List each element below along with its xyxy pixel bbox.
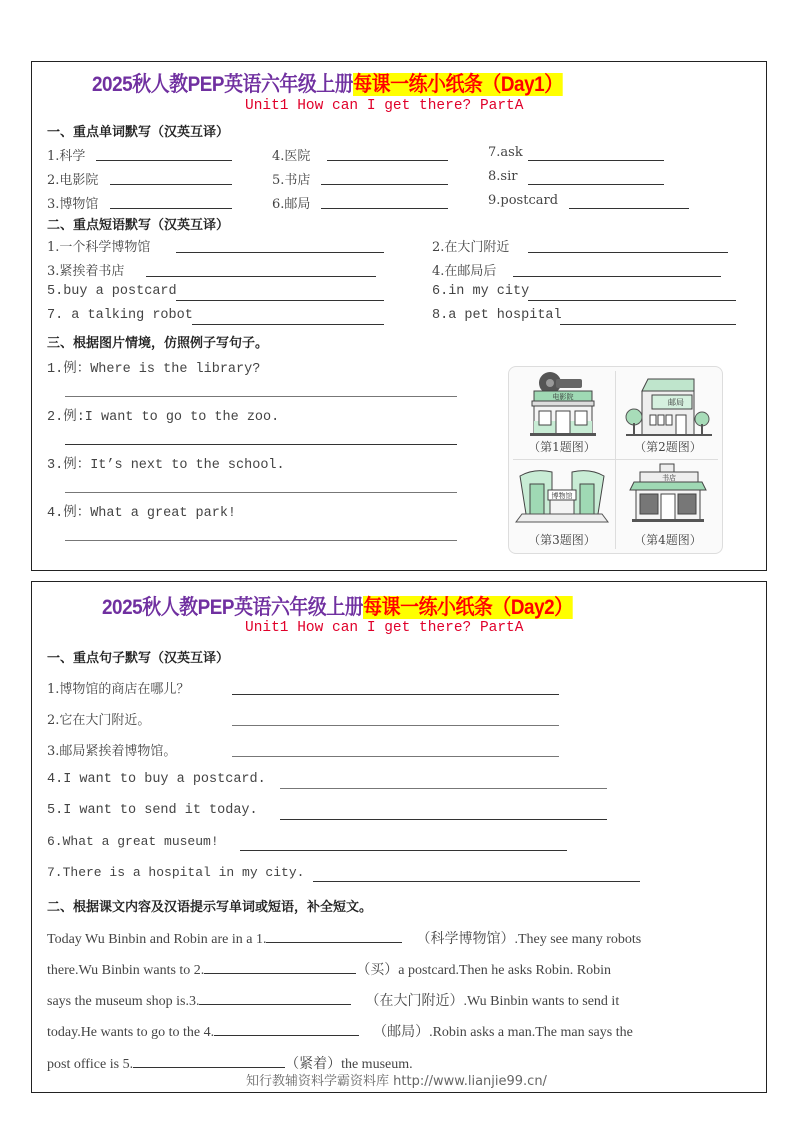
picture-bookstore [618, 462, 718, 550]
answer-line[interactable] [65, 396, 457, 397]
grid-divider [615, 371, 616, 549]
section-heading: 一、重点单词默写（汉英互译） [47, 125, 230, 140]
picture-cinema [512, 369, 612, 457]
sentence-item: 2.它在大门附近。 [47, 713, 151, 728]
museum-icon [512, 462, 612, 526]
answer-line[interactable] [321, 208, 448, 209]
blank-5[interactable] [133, 1055, 285, 1068]
cloze-text: Today Wu Binbin and Robin are in a 1. [47, 932, 267, 947]
picture-post-office [618, 369, 718, 457]
sentence-item: 3.邮局紧挨着博物馆。 [47, 744, 177, 759]
answer-line[interactable] [110, 208, 232, 209]
cloze-text: （买）a postcard.Then he asks Robin. Robin [356, 963, 611, 978]
answer-line[interactable] [528, 252, 728, 253]
section-heading: 二、重点短语默写（汉英互译） [47, 218, 230, 233]
worksheet-day1 [31, 61, 767, 571]
word-item: 9.postcard [488, 193, 559, 208]
answer-line[interactable] [232, 756, 559, 757]
worksheet-title [92, 68, 563, 98]
answer-line[interactable] [146, 276, 376, 277]
phrase-item: 2.在大门附近 [432, 240, 510, 255]
worksheet-day2 [31, 581, 767, 1093]
sentence-item: 7.There is a hospital in my city. [47, 865, 305, 880]
phrase-item: 4.在邮局后 [432, 264, 497, 279]
answer-line[interactable] [96, 160, 232, 161]
section-heading: 一、重点句子默写（汉英互译） [47, 651, 230, 666]
sentence-item: 1.博物馆的商店在哪儿？ [47, 682, 190, 697]
title-highlight: 每课一练小纸条（Day1） [353, 73, 563, 96]
cloze-text: （科学博物馆）.They see many robots [416, 932, 642, 947]
word-item: 3.博物馆 [47, 197, 99, 212]
example-item: 1.例：Where is the library? [47, 362, 261, 377]
cloze-line [47, 990, 619, 1010]
answer-line[interactable] [569, 208, 689, 209]
answer-line[interactable] [65, 540, 457, 541]
blank-2[interactable] [204, 961, 356, 974]
picture-caption: （第3题图） [528, 533, 596, 547]
word-item: 4.医院 [272, 149, 311, 164]
post-office-sign: 邮局 [668, 398, 684, 407]
word-item: 8.sir [488, 169, 518, 184]
cloze-line [47, 1021, 633, 1041]
phrase-item: 1.一个科学博物馆 [47, 240, 151, 255]
answer-line[interactable] [192, 324, 384, 325]
bookstore-sign: 书店 [662, 474, 676, 482]
title-highlight: 每课一练小纸条（Day2） [363, 596, 573, 619]
answer-line[interactable] [232, 725, 559, 726]
answer-line[interactable] [528, 160, 664, 161]
title-main: 2025秋人教PEP英语六年级上册 [92, 73, 354, 96]
phrase-item: 5.buy a postcard [47, 284, 177, 299]
answer-line[interactable] [65, 492, 457, 493]
answer-line[interactable] [110, 184, 232, 185]
sentence-item: 4.I want to buy a postcard. [47, 772, 266, 787]
cloze-text: post office is 5. [47, 1057, 134, 1072]
answer-line[interactable] [313, 881, 640, 882]
cloze-text: there.Wu Binbin wants to 2. [47, 963, 205, 978]
cloze-text: （邮局）.Robin asks a man.The man says the [373, 1025, 633, 1040]
grid-divider [513, 459, 718, 460]
answer-line[interactable] [65, 444, 457, 445]
picture-museum [512, 462, 612, 550]
example-item: 4.例：What a great park! [47, 506, 237, 521]
cloze-text: （在大门附近）.Wu Binbin wants to send it [365, 994, 620, 1009]
word-item: 2.电影院 [47, 173, 99, 188]
blank-3[interactable] [199, 992, 351, 1005]
answer-line[interactable] [240, 850, 567, 851]
example-item: 3.例：It’s next to the school. [47, 458, 285, 473]
answer-line[interactable] [280, 788, 607, 789]
picture-caption: （第2题图） [634, 440, 702, 454]
cloze-line [47, 928, 641, 948]
answer-line[interactable] [528, 300, 736, 301]
worksheet-title [102, 591, 573, 621]
cloze-text: today.He wants to go to the 4. [47, 1025, 215, 1040]
cinema-icon [512, 369, 612, 437]
section-heading: 二、根据课文内容及汉语提示写单词或短语，补全短文。 [47, 900, 373, 915]
word-item: 5.书店 [272, 173, 311, 188]
phrase-item: 6.in my city [432, 284, 530, 299]
picture-grid [508, 366, 723, 554]
picture-caption: （第1题图） [528, 440, 596, 454]
phrase-item: 7. a talking robot [47, 308, 193, 323]
picture-caption: （第4题图） [634, 533, 702, 547]
answer-line[interactable] [280, 819, 607, 820]
cloze-line [47, 959, 611, 979]
blank-4[interactable] [214, 1023, 359, 1036]
phrase-item: 3.紧挨着书店 [47, 264, 125, 279]
footer-watermark: 知行教辅资料学霸资料库 http://www.lianjie99.cn/ [246, 1074, 547, 1089]
bookstore-icon [618, 462, 718, 526]
answer-line[interactable] [321, 184, 448, 185]
answer-line[interactable] [560, 324, 736, 325]
answer-line[interactable] [327, 160, 448, 161]
sentence-item: 6.What a great museum! [47, 834, 219, 849]
example-item: 2.例:I want to go to the zoo. [47, 410, 280, 425]
title-main: 2025秋人教PEP英语六年级上册 [102, 596, 364, 619]
museum-sign: 博物馆 [551, 492, 573, 500]
word-item: 7.ask [488, 145, 523, 160]
answer-line[interactable] [528, 184, 664, 185]
post-office-icon [618, 369, 718, 437]
answer-line[interactable] [513, 276, 721, 277]
cloze-text: says the museum shop is.3. [47, 994, 200, 1009]
cinema-sign: 电影院 [552, 393, 574, 401]
subtitle: Unit1 How can I get there? PartA [245, 620, 524, 636]
word-item: 6.邮局 [272, 197, 311, 212]
section-heading: 三、根据图片情境，仿照例子写句子。 [47, 336, 269, 351]
sentence-item: 5.I want to send it today. [47, 803, 258, 818]
answer-line[interactable] [176, 252, 384, 253]
answer-line[interactable] [232, 694, 559, 695]
answer-line[interactable] [176, 300, 384, 301]
cloze-text: （紧着）the museum. [285, 1057, 413, 1072]
phrase-item: 8.a pet hospital [432, 308, 562, 323]
blank-1[interactable] [266, 930, 402, 943]
subtitle: Unit1 How can I get there? PartA [245, 98, 524, 114]
word-item: 1.科学 [47, 149, 86, 164]
